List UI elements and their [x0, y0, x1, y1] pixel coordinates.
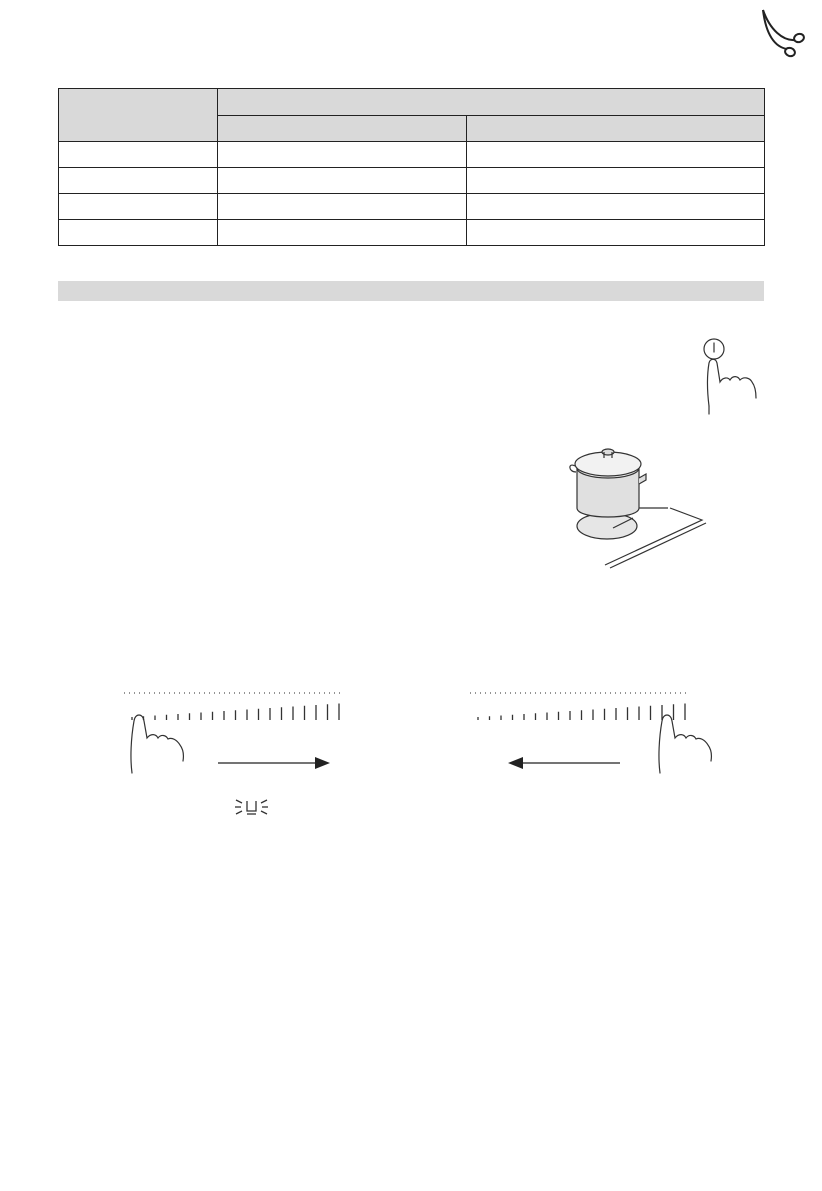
table-row [59, 168, 765, 194]
table-cell [467, 142, 765, 168]
table-cell [59, 220, 218, 246]
table-subheader-1 [218, 115, 467, 142]
table-cell [59, 168, 218, 194]
table-cell [218, 142, 467, 168]
table-cell [467, 194, 765, 220]
table-cell [59, 194, 218, 220]
table-cell [467, 220, 765, 246]
table-row [59, 194, 765, 220]
table-cell [59, 142, 218, 168]
blinking-u-display-icon [232, 797, 272, 817]
table-row [59, 142, 765, 168]
section-heading-bar [58, 281, 764, 301]
finger-slide-right-illustration [110, 683, 350, 775]
table-row [59, 220, 765, 246]
finger-slide-left-illustration [460, 683, 720, 775]
pot-on-cooktop-illustration [560, 440, 710, 570]
table-cell [218, 194, 467, 220]
table-cell [467, 168, 765, 194]
table-cell [218, 220, 467, 246]
table-cell [218, 168, 467, 194]
table-corner-header [59, 89, 218, 142]
scissors-icon [0, 0, 822, 60]
finger-press-button-icon [690, 330, 770, 420]
table-subheader-2 [467, 115, 765, 142]
table-group-header [218, 89, 765, 116]
spec-table [58, 88, 765, 246]
